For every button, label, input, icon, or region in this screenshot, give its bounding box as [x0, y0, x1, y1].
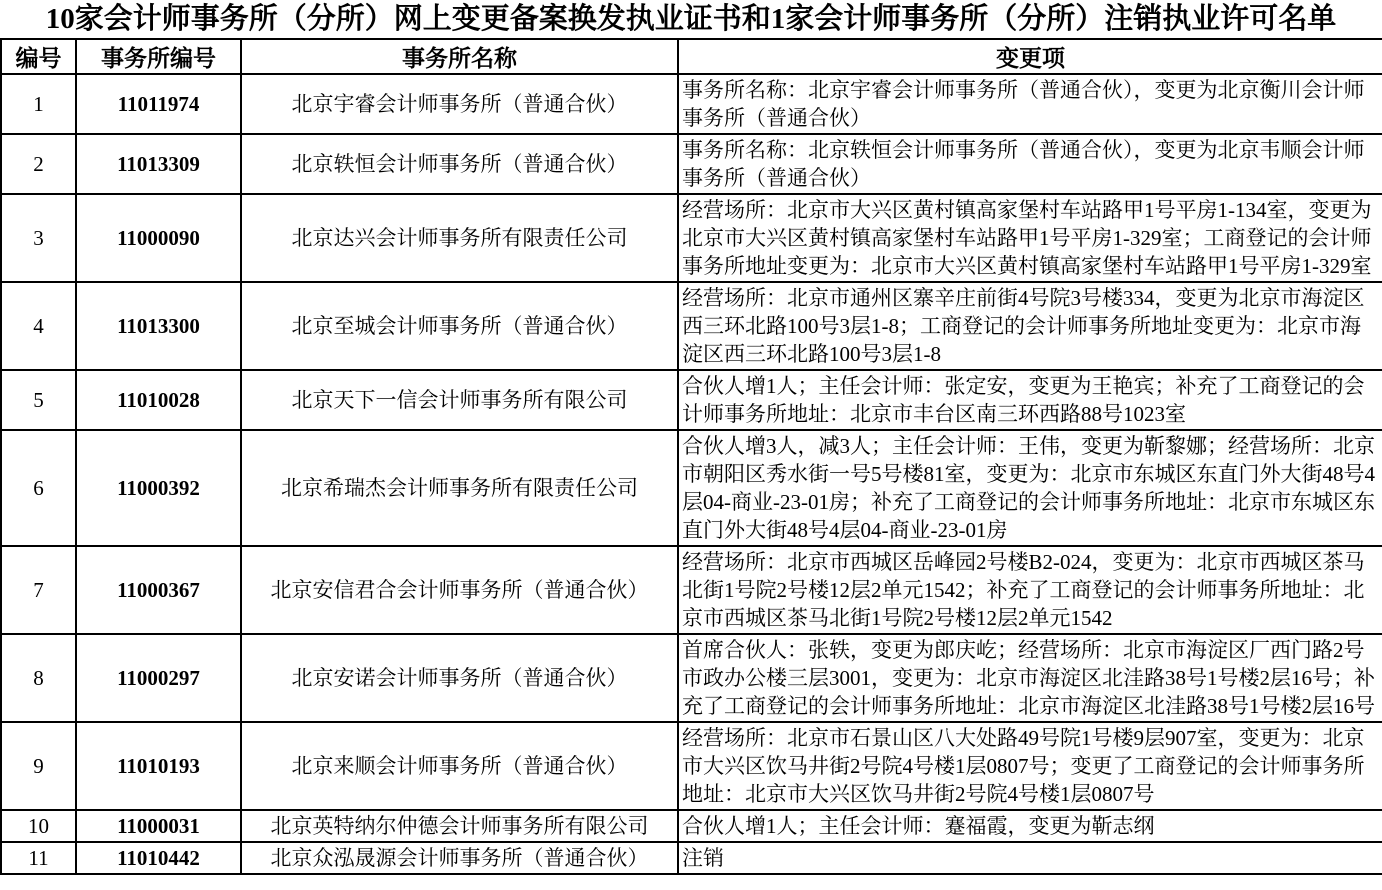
firm-name-cell: 北京安信君合会计师事务所（普通合伙） [241, 546, 678, 634]
table-row [1, 370, 1382, 430]
serial-number-cell: 9 [1, 722, 76, 810]
change-items-cell: 经营场所：北京市西城区岳峰园2号楼B2-024，变更为：北京市西城区茶马北街1号院2号楼12层2单元1542；补充了工商登记的会计师事务所地址：北京市西城区茶马北街1号院2号楼12层2单元1542 [678, 546, 1382, 634]
serial-number-cell: 10 [1, 810, 76, 842]
firm-code-cell: 11011974 [76, 74, 241, 134]
table-row [1, 194, 1382, 282]
table-row [1, 74, 1382, 134]
table-row [1, 430, 1382, 546]
firm-name-cell: 北京希瑞杰会计师事务所有限责任公司 [241, 430, 678, 546]
change-items-cell: 合伙人增1人；主任会计师：张定安，变更为王艳宾；补充了工商登记的会计师事务所地址：北京市丰台区南三环西路88号1023室 [678, 370, 1382, 430]
firm-name-cell: 北京轶恒会计师事务所（普通合伙） [241, 134, 678, 194]
firm-code-cell: 11000031 [76, 810, 241, 842]
firm-code-cell: 11010193 [76, 722, 241, 810]
serial-number-cell: 2 [1, 134, 76, 194]
firm-code-cell: 11000367 [76, 546, 241, 634]
serial-number-cell: 4 [1, 282, 76, 370]
serial-number-cell: 1 [1, 74, 76, 134]
change-items-cell: 合伙人增1人；主任会计师：蹇福霞，变更为靳志纲 [678, 810, 1382, 842]
page-title: 10家会计师事务所（分所）网上变更备案换发执业证书和1家会计师事务所（分所）注销执业许可名单 [45, 3, 1337, 35]
change-items-cell: 合伙人增3人，减3人；主任会计师：王伟，变更为靳黎娜；经营场所：北京市朝阳区秀水街一号5号楼81室，变更为：北京市东城区东直门外大街48号4层04-商业-23-01房；补充了工商登记的会计师事务所地址：北京市东城区东直门外大街48号4层04-商业-23-01房 [678, 430, 1382, 546]
firm-name-cell: 北京至城会计师事务所（普通合伙） [241, 282, 678, 370]
firm-name-cell: 北京天下一信会计师事务所有限公司 [241, 370, 678, 430]
change-items-cell: 经营场所：北京市通州区寨辛庄前街4号院3号楼334，变更为北京市海淀区西三环北路100号3层1-8；工商登记的会计师事务所地址变更为：北京市海淀区西三环北路100号3层1-8 [678, 282, 1382, 370]
firm-name-cell: 北京众泓晟源会计师事务所（普通合伙） [241, 842, 678, 874]
change-items-cell: 经营场所：北京市石景山区八大处路49号院1号楼9层907室，变更为：北京市大兴区饮马井街2号院4号楼1层0807号；变更了工商登记的会计师事务所地址：北京市大兴区饮马井街2号院4号楼1层0807号 [678, 722, 1382, 810]
table-row [1, 842, 1382, 874]
table-row [1, 282, 1382, 370]
change-items-cell: 事务所名称：北京宇睿会计师事务所（普通合伙），变更为北京衡川会计师事务所（普通合伙） [678, 74, 1382, 134]
serial-number-cell: 7 [1, 546, 76, 634]
change-items-cell: 注销 [678, 842, 1382, 874]
header-serial-number: 编号 [1, 39, 76, 74]
change-items-cell: 事务所名称：北京轶恒会计师事务所（普通合伙），变更为北京韦顺会计师事务所（普通合伙） [678, 134, 1382, 194]
table-body [1, 74, 1382, 874]
firm-name-cell: 北京达兴会计师事务所有限责任公司 [241, 194, 678, 282]
serial-number-cell: 3 [1, 194, 76, 282]
table-row [1, 810, 1382, 842]
table-row [1, 722, 1382, 810]
serial-number-cell: 8 [1, 634, 76, 722]
header-firm-name: 事务所名称 [241, 39, 678, 74]
table-row [1, 134, 1382, 194]
change-items-cell: 经营场所：北京市大兴区黄村镇高家堡村车站路甲1号平房1-134室，变更为北京市大兴区黄村镇高家堡村车站路甲1号平房1-329室；工商登记的会计师事务所地址变更为：北京市大兴区黄村镇高家堡村车站路甲1号平房1-329室 [678, 194, 1382, 282]
header-row [1, 39, 1382, 74]
table-header [1, 39, 1382, 74]
header-firm-code: 事务所编号 [76, 39, 241, 74]
firm-name-cell: 北京来顺会计师事务所（普通合伙） [241, 722, 678, 810]
serial-number-cell: 11 [1, 842, 76, 874]
firm-code-cell: 11010442 [76, 842, 241, 874]
firm-code-cell: 11013309 [76, 134, 241, 194]
firm-name-cell: 北京宇睿会计师事务所（普通合伙） [241, 74, 678, 134]
firm-name-cell: 北京英特纳尔仲德会计师事务所有限公司 [241, 810, 678, 842]
serial-number-cell: 5 [1, 370, 76, 430]
table-row [1, 634, 1382, 722]
firm-code-cell: 11013300 [76, 282, 241, 370]
firm-code-cell: 11010028 [76, 370, 241, 430]
change-items-cell: 首席合伙人：张轶，变更为郎庆屹；经营场所：北京市海淀区厂西门路2号市政办公楼三层3001，变更为：北京市海淀区北洼路38号1号楼2层16号；补充了工商登记的会计师事务所地址：北京市海淀区北洼路38号1号楼2层16号 [678, 634, 1382, 722]
firm-name-cell: 北京安诺会计师事务所（普通合伙） [241, 634, 678, 722]
firm-code-cell: 11000090 [76, 194, 241, 282]
header-change-items: 变更项 [678, 39, 1382, 74]
firm-change-table [0, 38, 1382, 875]
firm-code-cell: 11000392 [76, 430, 241, 546]
firm-code-cell: 11000297 [76, 634, 241, 722]
serial-number-cell: 6 [1, 430, 76, 546]
table-row [1, 546, 1382, 634]
